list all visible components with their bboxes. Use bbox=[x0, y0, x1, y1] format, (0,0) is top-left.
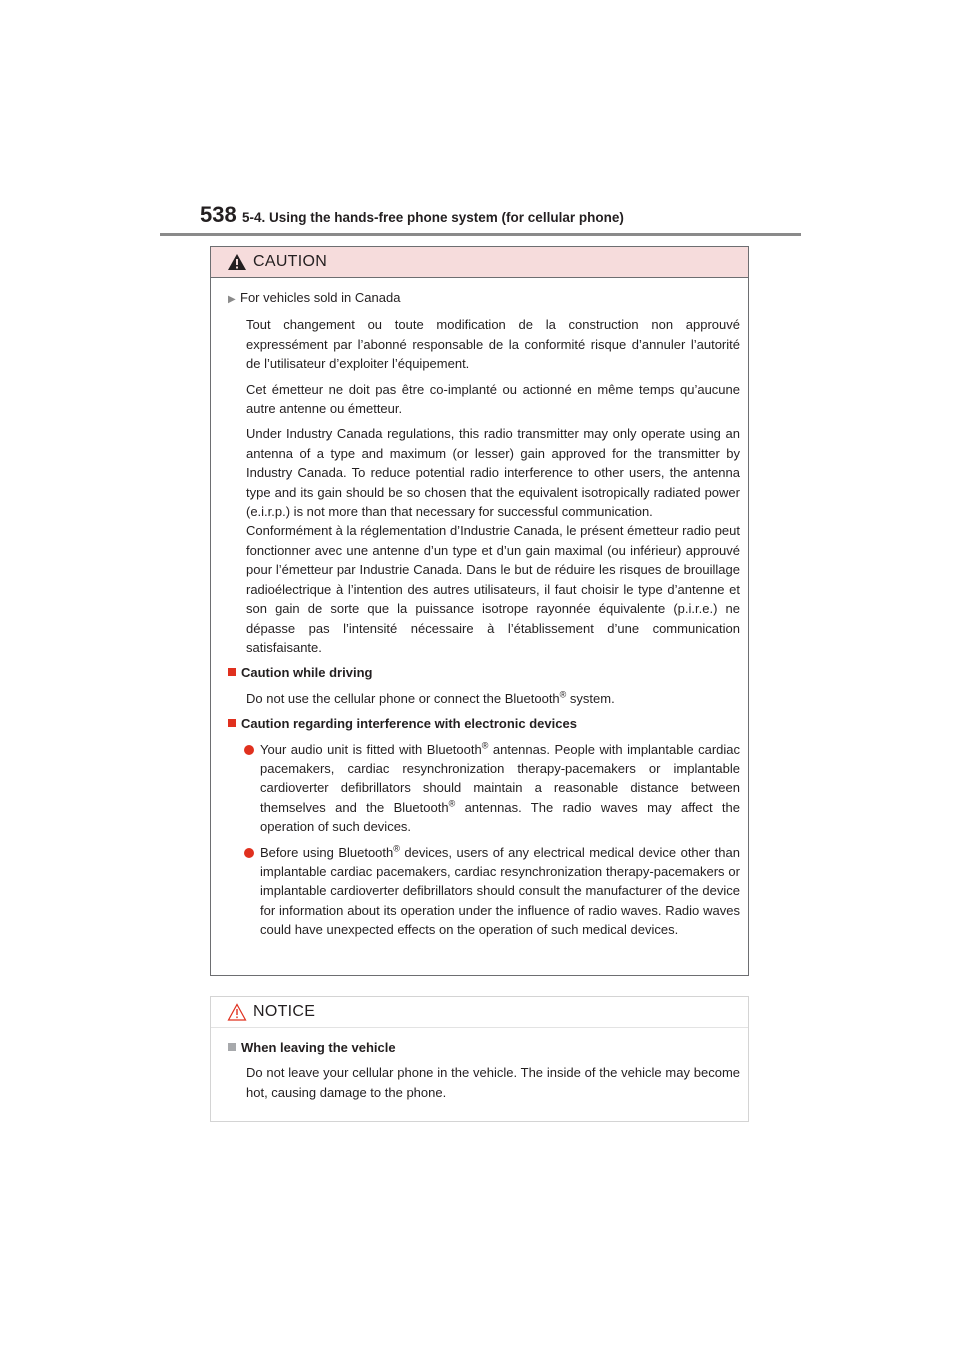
square-bullet-icon bbox=[228, 719, 236, 727]
triangle-bullet-icon: ▶ bbox=[228, 294, 236, 305]
canada-paragraph-3: Under Industry Canada regulations, this radio transmitter may only operate using an antenna of a type and maximum (or lesser) gain approved for the transmitter by Industry Canada. To reduce potential radio interference to other users, the antenna type and its gain should be so chosen that the equivalent isotropically radiated power (e.i.r.p.) is not more than that necessary for successful communication. bbox=[246, 426, 740, 520]
square-bullet-icon bbox=[228, 1043, 236, 1051]
caution-warning-icon bbox=[227, 253, 247, 271]
notice-title: NOTICE bbox=[253, 1003, 316, 1020]
circle-bullet-icon bbox=[244, 745, 254, 755]
notice-header bbox=[211, 997, 748, 1028]
registered-mark: ® bbox=[393, 843, 400, 854]
notice-paragraph: Do not leave your cellular phone in the vehicle. The inside of the vehicle may become hot, causing damage to the phone. bbox=[246, 1065, 740, 1100]
page-number: 538 bbox=[200, 202, 237, 227]
header-rule bbox=[160, 233, 801, 236]
notice-body bbox=[211, 1028, 748, 1102]
square-bullet-icon bbox=[228, 668, 236, 676]
notice-heading: When leaving the vehicle bbox=[241, 1040, 396, 1055]
canada-heading-row bbox=[228, 288, 740, 309]
interference-item-1: Your audio unit is fitted with Bluetooth® antennas. People with implantable cardiac pacemakers, cardiac resynchronization therapy-pacemakers or implantable cardioverter defibrillators should maintain a reasonable distance between themselves and the Bluetooth® antennas. The radio waves may affect the operation of such devices. bbox=[228, 740, 740, 837]
canada-paragraph-1: Tout changement ou toute modification de la construction non approuvé expressément par l’abonné responsable de la conformité risque d’annuler l’autorité de l’utilisateur d’exploiter l’équipement. bbox=[246, 317, 740, 372]
notice-heading-row bbox=[228, 1038, 740, 1057]
registered-mark: ® bbox=[481, 740, 489, 751]
registered-mark: ® bbox=[559, 689, 567, 700]
caution-title: CAUTION bbox=[253, 253, 328, 270]
canada-paragraph-2: Cet émetteur ne doit pas être co-implanté ou actionné en même temps qu’aucune autre antenne ou émetteur. bbox=[246, 381, 740, 417]
driving-paragraph: Do not use the cellular phone or connect the Bluetooth® system. bbox=[246, 689, 615, 706]
notice-warning-icon bbox=[227, 1003, 247, 1021]
caution-header bbox=[211, 247, 748, 278]
circle-bullet-icon bbox=[244, 848, 254, 858]
interference-heading: Caution regarding interference with electronic devices bbox=[241, 716, 577, 732]
interference-heading-row bbox=[228, 714, 740, 733]
caution-box bbox=[210, 246, 749, 976]
notice-box bbox=[210, 996, 749, 1122]
driving-heading: Caution while driving bbox=[241, 665, 373, 681]
driving-heading-row bbox=[228, 663, 740, 682]
caution-body bbox=[211, 278, 748, 940]
canada-paragraph-4: Conformément à la réglementation d’Industrie Canada, le présent émetteur radio peut fonctionner avec une antenne d’un type et d’un gain maximal (ou inférieur) approuvé pour l’émetteur par Industrie Canada. Dans le but de réduire les risques de brouillage radioélectrique à l’intention des autres utilisateurs, il faut choisir le type d’antenne et son gain de sorte que la puissance isotrope rayonnée équivalente (p.i.r.e.) ne dépasse pas l’intensité nécessaire à l’établissement d’une communication satisfaisante. bbox=[246, 523, 740, 655]
canada-heading: For vehicles sold in Canada bbox=[240, 290, 401, 305]
registered-mark: ® bbox=[448, 798, 456, 809]
interference-item-2: Before using Bluetooth® devices, users of any electrical medical device other than implantable cardiac pacemakers, cardiac resynchronization therapy-pacemakers or implantable cardioverter defibrillators should consult the manufacturer of the device for information about its operation under the influence of radio waves. Radio waves could have unexpected effects on the operation of such medical devices. bbox=[228, 843, 740, 940]
section-title: 5-4. Using the hands-free phone system (for cellular phone) bbox=[242, 210, 624, 225]
